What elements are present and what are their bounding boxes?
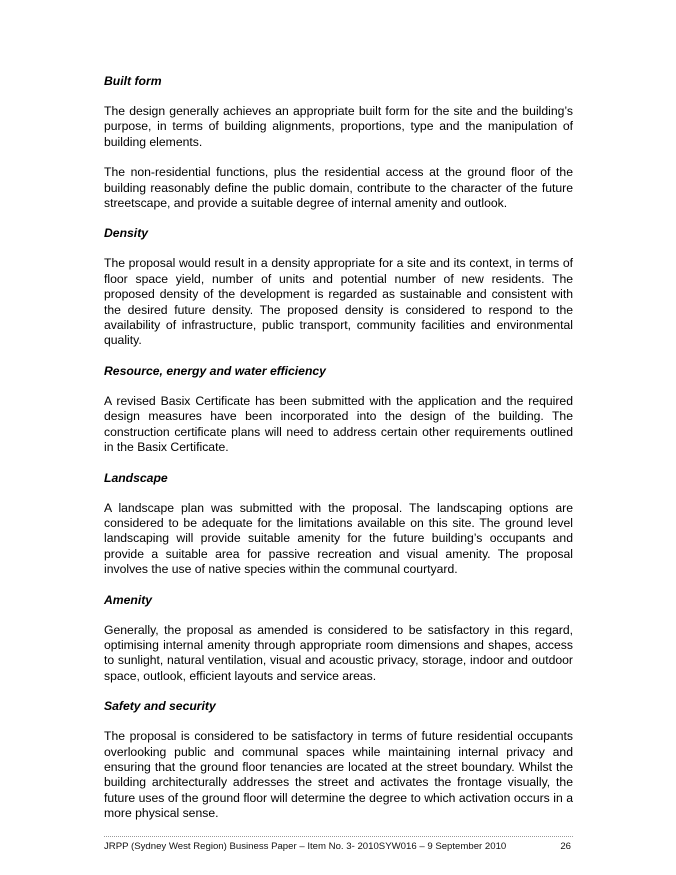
section-density	[104, 226, 573, 348]
section-paragraph: The proposal would result in a density appropriate for a site and its context, in terms of floor space yield, number of units and potential number of new residents. The proposed density of the development is regarded as sustainable and consistent with the desired future density. The proposed density is considered to respond to the availability of infrastructure, public transport, community facilities and environmental quality.	[104, 256, 573, 348]
section-landscape	[104, 471, 573, 578]
section-heading: Landscape	[104, 470, 168, 485]
footer-divider	[104, 836, 573, 837]
page-number: 26	[560, 841, 571, 852]
section-heading: Safety and security	[104, 699, 216, 714]
section-amenity	[104, 593, 573, 685]
section-safety-security	[104, 699, 573, 821]
section-paragraph: A landscape plan was submitted with the proposal. The landscaping options are considered to be adequate for the limitations available on this site. The ground level landscaping will provide suitable amenity for the future building’s occupants and provide a suitable area for passive recreation and visual amenity. The proposal involves the use of native species within the communal courtyard.	[104, 500, 573, 577]
section-paragraph: Generally, the proposal as amended is considered to be satisfactory in this regard, optimising internal amenity through appropriate room dimensions and shapes, access to sunlight, natural ventilation, visual and acoustic privacy, storage, indoor and outdoor space, outlook, efficient layouts and service areas.	[104, 622, 573, 683]
section-heading: Density	[104, 226, 149, 241]
section-heading: Built form	[104, 74, 162, 88]
section-paragraph: The proposal is considered to be satisfactory in terms of future residential occupants overlooking public and communal spaces while maintaining internal privacy and ensuring that the ground floor tenancies are located at the street boundary. Whilst the building architecturally addresses the street and activates the frontage visually, the future uses of the ground floor will determine the degree to which activation occurs in a more physical sense.	[104, 729, 573, 821]
section-paragraph: The non-residential functions, plus the residential access at the ground floor of the building reasonably define the public domain, contribute to the character of the future streetscape, and provide a suitable degree of internal amenity and outlook.	[104, 165, 573, 211]
section-heading: Resource, energy and water efficiency	[104, 363, 326, 378]
footer-text: JRPP (Sydney West Region) Business Paper – Item No. 3- 2010SYW016 – 9 September 2010	[104, 841, 507, 852]
section-paragraph: The design generally achieves an appropriate built form for the site and the building’s purpose, in terms of building alignments, proportions, type and the manipulation of building elements.	[104, 104, 573, 149]
document-body	[104, 74, 573, 822]
section-resource-energy-water	[104, 364, 573, 456]
section-heading: Amenity	[104, 592, 153, 607]
section-built-form	[104, 74, 573, 211]
section-paragraph: A revised Basix Certificate has been submitted with the application and the required design measures have been incorporated into the design of the building. The construction certificate plans will need to address certain other requirements outlined in the Basix Certificate.	[104, 393, 573, 455]
page-footer	[104, 841, 573, 855]
